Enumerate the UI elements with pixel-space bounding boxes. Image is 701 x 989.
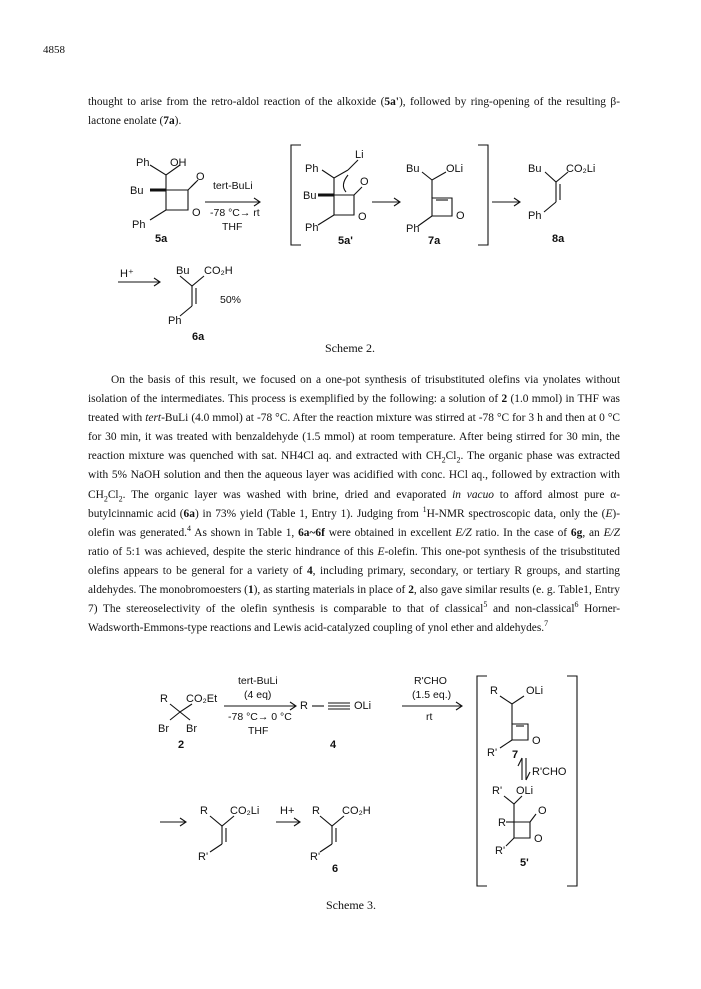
svg-text:R: R (498, 817, 506, 829)
svg-text:R: R (300, 700, 308, 712)
svg-text:R: R (312, 805, 320, 817)
svg-text:R': R' (487, 747, 498, 759)
scheme-3-caption: Scheme 3. (326, 898, 376, 912)
svg-text:O: O (358, 211, 367, 223)
svg-text:Bu: Bu (303, 190, 317, 202)
svg-text:R'CHO: R'CHO (532, 766, 567, 778)
svg-text:OH: OH (170, 157, 187, 169)
reagent-temp: -78 °C→ 0 °C (228, 711, 292, 723)
compound-6: 6 (332, 863, 339, 875)
body-paragraph: On the basis of this result, we focused on a one-pot synthesis of trisubstituted olefins via ynolates without isolation of the intermediates. This process is exemplified by the following: a solution of 2 (1.0 mmol) in THF was treated with tert-BuLi (4.0 mmol) at -78 °C. After the reaction mixture was stirred at -78 °C for 3 h and then at 0 °C for 30 min, it was treated with benzaldehyde (1.5 mmol) at room temperature. After being stirred for 30 min, the reaction mixture was quenched with sat. NH4Cl aq. and extracted with $CH_2Cl_2$. The organic phase was extracted with 5% NaOH solution and then the aqueous layer was acidified with conc. HCl aq., followed by extraction with $CH_2Cl_2$. The organic layer was washed with brine, dried and evaporated in vacuo to afford almost pure α-butylcinnamic acid (6a) in 73% yield (Table 1, Entry 1). Judging from $^1$H-NMR spectroscopic data, only the (E)-olefin was generated.$^4$ As shown in Table 1, 6a~6f were obtained in excellent E/Z ratio. In the case of 6g, an E/Z ratio of 5:1 was achieved, despite the steric hindrance of this E-olefin. This one-pot synthesis of the trisubstituted olefins appears to be general for a variety of 4, including primary, secondary, or tertiary R groups, and starting aldehydes. The monobromoesters (1), as starting materials in place of 2, also gave similar results (e. g. Table1, Entry 7) The stereoselectivity of the olefin synthesis is comparable to that of classical$^5$ and non-classical$^6$ Horner-Wadsworth-Emmons-type reactions and Lewis acid-catalyzed coupling of ynol ether and aldehydes.$^7$ (88, 374, 621, 635)
svg-text:Bu: Bu (528, 163, 542, 175)
intro-paragraph: thought to arise from the retro-aldol reaction of the alkoxide (5a'), followed by ring-opening of the resulting β-lactone enolate (7a). (88, 96, 620, 128)
svg-text:CO₂H: CO₂H (342, 805, 371, 817)
svg-text:O: O (196, 171, 205, 183)
compound-4: 4 (330, 739, 337, 751)
svg-text:Br: Br (158, 723, 169, 735)
svg-text:Ph: Ph (528, 210, 542, 222)
reagent-aldehyde: R'CHO (414, 675, 447, 687)
reagent-temp: -78 °C→ rt (210, 207, 260, 219)
compound-7a: 7a (428, 235, 441, 247)
svg-text:O: O (534, 833, 543, 845)
svg-text:O: O (360, 176, 369, 188)
svg-text:O: O (456, 210, 465, 222)
svg-text:Bu: Bu (406, 163, 420, 175)
svg-text:R: R (490, 685, 498, 697)
svg-text:CO₂Li: CO₂Li (230, 805, 260, 817)
reagent-solvent: THF (248, 725, 269, 737)
acid-label: H+ (280, 805, 295, 817)
scheme-2-diagram (0, 140, 701, 345)
svg-text:R': R' (310, 851, 321, 863)
svg-text:O: O (538, 805, 547, 817)
reagent-equiv: (4 eq) (244, 689, 272, 701)
svg-text:Ph: Ph (305, 163, 319, 175)
svg-text:Ph: Ph (305, 222, 319, 234)
svg-text:Ph: Ph (132, 219, 146, 231)
compound-5ap: 5a' (338, 235, 353, 247)
reagent-rt: rt (426, 711, 433, 723)
svg-text:OLi: OLi (446, 163, 464, 175)
svg-text:Ph: Ph (406, 223, 420, 235)
svg-text:OLi: OLi (354, 700, 372, 712)
reagent-base: tert-BuLi (213, 180, 253, 192)
scheme-2-caption: Scheme 2. (325, 341, 375, 355)
svg-text:CO₂Et: CO₂Et (186, 693, 218, 705)
svg-text:R: R (200, 805, 208, 817)
svg-text:OLi: OLi (526, 685, 544, 697)
svg-text:O: O (532, 735, 541, 747)
compound-7: 7 (512, 749, 519, 761)
compound-8a: 8a (552, 233, 565, 245)
reagent-solvent: THF (222, 221, 243, 233)
svg-text:R': R' (492, 785, 503, 797)
compound-5p: 5' (520, 857, 529, 869)
compound-2: 2 (178, 739, 185, 751)
svg-text:Bu: Bu (176, 265, 190, 277)
svg-text:R': R' (198, 851, 209, 863)
svg-text:R: R (160, 693, 168, 705)
compound-6a: 6a (192, 331, 205, 343)
compound-5a: 5a (155, 233, 168, 245)
svg-text:H⁺: H⁺ (120, 268, 134, 280)
svg-text:Li: Li (355, 149, 364, 161)
svg-text:Ph: Ph (136, 157, 150, 169)
svg-text:CO₂H: CO₂H (204, 265, 233, 277)
svg-text:Br: Br (186, 723, 197, 735)
svg-text:Ph: Ph (168, 315, 182, 327)
reagent-ald-equiv: (1.5 eq.) (412, 689, 452, 701)
page-number: 4858 (43, 44, 65, 56)
scheme-3-diagram (0, 662, 701, 892)
svg-text:CO₂Li: CO₂Li (566, 163, 596, 175)
svg-text:O: O (192, 207, 201, 219)
reagent-base: tert-BuLi (238, 675, 278, 687)
yield-label: 50% (220, 294, 242, 306)
svg-text:Bu: Bu (130, 185, 144, 197)
svg-text:R': R' (495, 845, 506, 857)
svg-text:OLi: OLi (516, 785, 534, 797)
